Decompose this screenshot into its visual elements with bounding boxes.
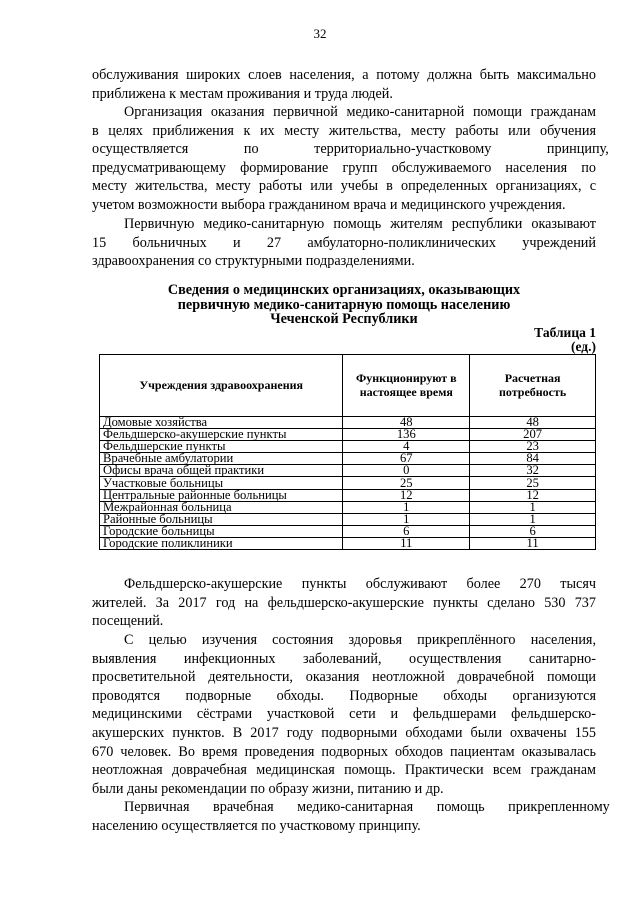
text-line: населению осуществляется по участковому принципу. xyxy=(92,817,421,834)
text-line: просветительной деятельности, оказания неотложной доврачебной помощи xyxy=(92,669,596,686)
text-line: здравоохранения со структурными подразделениями. xyxy=(92,253,415,270)
text-line: учетом возможности выбора гражданином врача и медицинского учреждения. xyxy=(92,196,566,213)
text-line: выявления инфекционных заболеваний, осуществления санитарно- xyxy=(92,650,596,667)
current-count-cell: 67 xyxy=(343,453,470,465)
text-line: акушерских пунктов. В 2017 году подворными обходами были охвачены 155 xyxy=(92,724,596,741)
text-line: жителей. За 2017 год на фельдшерско-акушерские пункты сделано 530 737 xyxy=(92,594,596,611)
table-label xyxy=(534,326,596,354)
text-line: Первичную медико-санитарную помощь жителям республики оказывают xyxy=(124,216,596,232)
text-line: Фельдшерско-акушерские пункты обслуживают более 270 тысяч xyxy=(124,576,596,592)
paragraph-4 xyxy=(92,575,596,631)
current-count-cell: 12 xyxy=(343,489,470,501)
text-line: Организация оказания первичной медико-санитарной помощи гражданам xyxy=(124,104,596,120)
facility-name-cell: Межрайонная больница xyxy=(100,501,343,513)
header-cell: Учреждения здравоохранения xyxy=(100,355,343,417)
facility-name-cell: Фельдшерские пункты xyxy=(100,441,343,453)
facility-name-cell: Городские поликлиники xyxy=(100,537,343,549)
current-count-cell: 136 xyxy=(343,429,470,441)
header-cell: Расчетная потребность xyxy=(470,355,596,417)
paragraph-5 xyxy=(92,631,596,798)
text-line: 670 человек. Во время проведения подворных обходов пациентам оказывалась xyxy=(92,743,596,760)
header-cell: Функционируют в настоящее время xyxy=(343,355,470,417)
facility-name-cell: Городские больницы xyxy=(100,525,343,537)
facility-name-cell: Участковые больницы xyxy=(100,477,343,489)
text-line: месту жительства, месту работы или учебы в определенных организациях, с xyxy=(92,178,596,195)
facility-name-cell: Офисы врача общей практики xyxy=(100,465,343,477)
text-line: Первичная врачебная медико-санитарная помощь прикрепленному xyxy=(124,799,610,815)
estimated-need-cell: 6 xyxy=(470,525,596,537)
facility-name-cell: Врачебные амбулатории xyxy=(100,453,343,465)
paragraph-3 xyxy=(92,215,596,271)
text-line: С целью изучения состояния здоровья прикреплённого населения, xyxy=(124,632,596,648)
text-line: предусматривающему формирование групп обслуживаемого населения по xyxy=(92,159,596,176)
table-unit: (ед.) xyxy=(570,339,596,354)
table-title-line: Чеченской Республики xyxy=(270,311,418,327)
table-row xyxy=(100,537,596,549)
text-line: в целях приближения к их месту жительства, месту работы или обучения xyxy=(92,122,596,139)
paragraph-2 xyxy=(92,103,609,215)
text-line: посещений. xyxy=(92,613,164,630)
current-count-cell: 11 xyxy=(343,537,470,549)
facilities-table xyxy=(99,354,596,550)
estimated-need-cell: 32 xyxy=(470,465,596,477)
text-line: были даны рекомендации по образу жизни, питанию и др. xyxy=(92,780,444,797)
table-title-line: первичную медико-санитарную помощь населению xyxy=(177,296,511,313)
estimated-need-cell: 84 xyxy=(470,453,596,465)
text-line: неотложная доврачебная медицинская помощь. Практически всем гражданам xyxy=(92,762,596,779)
current-count-cell: 1 xyxy=(343,513,470,525)
table-title-line: Сведения о медицинских организациях, оказывающих xyxy=(167,282,521,298)
table-title xyxy=(92,283,596,327)
current-count-cell: 25 xyxy=(343,477,470,489)
estimated-need-cell: 48 xyxy=(470,417,596,429)
facility-name-cell: Центральные районные больницы xyxy=(100,489,343,501)
text-line: обслуживания широких слоев населения, а потому должна быть максимально xyxy=(92,67,596,83)
current-count-cell: 1 xyxy=(343,501,470,513)
table-number: Таблица 1 xyxy=(534,325,596,340)
estimated-need-cell: 23 xyxy=(470,441,596,453)
facility-name-cell: Фельдшерско-акушерские пункты xyxy=(100,429,343,441)
paragraph-6 xyxy=(92,798,610,835)
current-count-cell: 4 xyxy=(343,441,470,453)
estimated-need-cell: 11 xyxy=(470,537,596,549)
text-line: 15 больничных и 27 амбулаторно-поликлинических учреждений xyxy=(92,234,596,251)
estimated-need-cell: 207 xyxy=(470,429,596,441)
current-count-cell: 48 xyxy=(343,417,470,429)
text-line: осуществляется по территориально-участковому принципу, xyxy=(92,141,609,158)
current-count-cell: 6 xyxy=(343,525,470,537)
facility-name-cell: Домовые хозяйства xyxy=(100,417,343,429)
facility-name-cell: Районные больницы xyxy=(100,513,343,525)
estimated-need-cell: 1 xyxy=(470,501,596,513)
estimated-need-cell: 12 xyxy=(470,489,596,501)
estimated-need-cell: 25 xyxy=(470,477,596,489)
text-line: проводятся подворные обходы. Подворные обходы организуются xyxy=(92,687,596,704)
text-line: приближена к местам проживания и труда людей. xyxy=(92,85,393,102)
table-header-row xyxy=(100,355,596,417)
current-count-cell: 0 xyxy=(343,465,470,477)
estimated-need-cell: 1 xyxy=(470,513,596,525)
page-number: 32 xyxy=(313,26,327,41)
text-line: медицинскими сёстрами участковой сети и фельдшерами фельдшерско- xyxy=(92,706,596,723)
paragraph-1 xyxy=(92,66,596,103)
